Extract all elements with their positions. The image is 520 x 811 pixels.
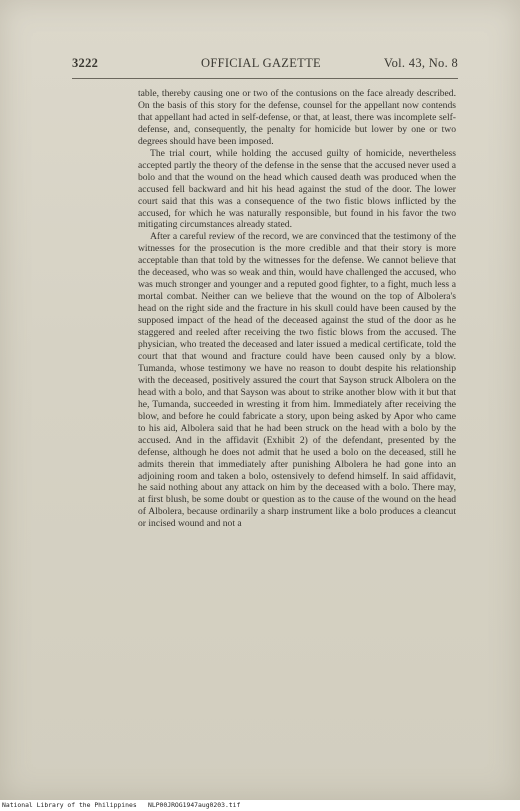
scan-footer [0, 800, 520, 811]
body-text [138, 88, 456, 530]
page-number: 3222 [72, 56, 99, 70]
footer-source: National Library of the Philippines [2, 801, 137, 809]
journal-title: OFFICIAL GAZETTE [201, 56, 321, 70]
paragraph-1: table, thereby causing one or two of the contusions on the face already described. On the basis of this story for the defense, counsel for the appellant now contends that appellant had acted in self-defense, or that, at least, there was incomplete self-defense, and, consequently, the penalty for homicide but lower by one or two degrees should have been imposed. [138, 88, 456, 147]
paragraph-2: The trial court, while holding the accused guilty of homicide, nevertheless accepted partly the theory of the defense in the sense that the accused never used a bolo and that the wound on the head which caused death was produced when the accused fell backward and hit his head against the stud of the door. The lower court said that this was a consequence of the two fistic blows inflicted by the accused, for which he was naturally responsible, but found in his favor the two mitigating circumstances already stated. [138, 147, 456, 231]
header-rule [72, 78, 458, 79]
volume-number: Vol. 43, No. 8 [383, 56, 458, 70]
footer-filename: NLP00JROG1947aug0203.tif [148, 801, 241, 809]
page-header [72, 56, 458, 76]
paragraph-3: After a careful review of the record, we are convinced that the testimony of the witnesses for the prosecution is the more credible and that their story is more acceptable than that told by the witnesses for the defense. We cannot believe that the deceased, who was so weak and thin, would have challenged the accused, who was much stronger and younger and a reputed good fighter, to a fight, much less a mortal combat. Neither can we believe that the wound on the top of Albolera's head on the right side and the fracture in his skull could have been caused by the supposed impact of the head of the deceased against the stud of the door as he staggered and reeled after receiving the two fistic blows from the accused. The physician, who treated the deceased and later issued a medical certificate, told the court that that wound and fracture could have been caused only by a blow. Tumanda, whose testimony we have no reason to doubt despite his relationship with the deceased, positively assured the court that Sayson struck Albolera on the head with a bolo, and that Sayson was about to strike another blow with it but that he, Tumanda, succeeded in wresting it from him. Immediately after receiving the blow, and before he could fabricate a story, upon being asked by Apor who came to his aid, Albolera said that he had been struck on the head with a bolo by the accused. And in the affidavit (Exhibit 2) of the defendant, presented by the defense, although he does not admit that he used a bolo on the deceased, still he admits therein that immediately after punishing Albolera he had gone into an adjoining room and taken a bolo, ostensively to defend himself. In said affidavit, he said nothing about any attack on him by the deceased with a bolo. There may, at first blush, be some doubt or question as to the cause of the wound on the head of Albolera, because ordinarily a sharp instrument like a bolo produces a cleancut or incised wound and not a [138, 231, 456, 530]
